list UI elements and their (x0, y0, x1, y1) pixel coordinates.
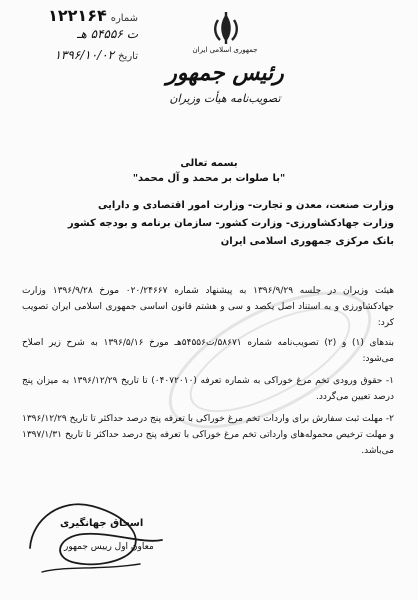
body-item-2: ۲- مهلت ثبت سفارش برای واردات تخم مرغ خوراکی با تعرفه پنج درصد حداکثر تا تاریخ ۱۳۹۶/۱۲/۲۹ و مهلت ترخیص محموله‌های وارداتی تخم مرغ خوراکی با تعرفه پنج درصد حداکثر تا تاریخ ۱۳۹۷/۱/۳۱ می‌باشد. (22, 414, 394, 456)
republic-text: جمهوری اسلامی ایران (192, 46, 258, 54)
bismillah: بسمه تعالی (180, 158, 238, 169)
recipient-line: وزارت صنعت، معدن و تجارت- وزارت امور اقتصادی و دارایی (98, 200, 394, 211)
decree-body (22, 283, 394, 459)
document-meta (8, 6, 138, 69)
emblem-icon (208, 10, 244, 46)
date-label: تاریخ (118, 51, 138, 62)
document-number-suffix: ت ۵۴۵۵۶ هـ (76, 27, 138, 41)
body-intro: هیئت وزیران در جلسه ۱۳۹۶/۹/۲۹ به پیشنهاد شماره ۰۲۰/۲۴۶۶۷ مورخ ۱۳۹۶/۹/۲۸ وزارت جهادکشاورزی و به استناد اصل یکصد و سی و هشتم قانون اساسی جمهوری اسلامی ایران تصویب کرد: (22, 286, 395, 328)
document-date: ۱۳۹۶/۱۰/۰۲ (54, 48, 115, 62)
recipient-line: بانک مرکزی جمهوری اسلامی ایران (220, 236, 394, 247)
date-row (8, 48, 138, 69)
number-suffix-row (8, 27, 138, 48)
salawat: "با صلوات بر محمد و آل محمد" (132, 173, 286, 184)
number-label: شماره (110, 13, 138, 24)
president-title: رئیس جمهور (166, 60, 284, 86)
handwritten-signature (22, 488, 172, 588)
recipient-line: وزارت جهادکشاورزی- وزارت کشور- سازمان برنامه و بودجه کشور (67, 218, 394, 229)
cabinet-subtitle: تصویب‌نامه هیأت وزیران (169, 92, 281, 105)
signer-name: اسحاق جهانگیری (60, 518, 144, 529)
document-number: ۱۲۲۱۶۴ (48, 6, 107, 25)
body-amend: بندهای (۱) و (۲) تصویب‌نامه شماره ۵۸۶۷۱/ت۵۴۵۵۶هـ مورخ ۱۳۹۶/۵/۱۶ به شرح زیر اصلاح می‌شود: (22, 338, 395, 364)
number-row (8, 6, 138, 27)
body-item-1: ۱- حقوق ورودی تخم مرغ خوراکی به شماره تعرفه (۰۴۰۷۲۰۱۰) تا تاریخ ۱۳۹۶/۱۲/۲۹ به میزان پنج درصد تعیین می‌گردد. (22, 376, 394, 402)
signer-role: معاون اول رییس جمهور (64, 542, 154, 552)
